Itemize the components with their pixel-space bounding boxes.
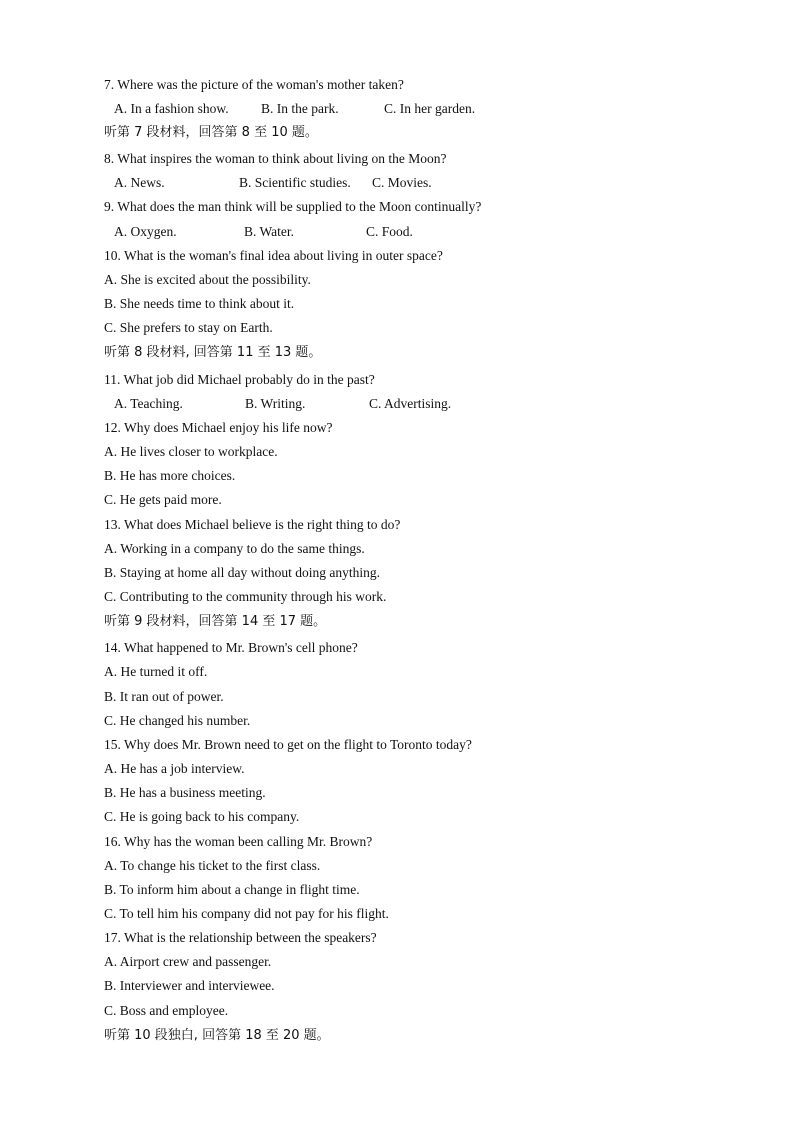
q13-option-c: C. Contributing to the community through his work.: [104, 589, 387, 604]
q15-option-b: B. He has a business meeting.: [104, 785, 266, 800]
q16-option-c: C. To tell him his company did not pay for his flight.: [104, 906, 389, 921]
q8-option-a: A. News.: [114, 175, 165, 190]
q16-option-b: B. To inform him about a change in flight time.: [104, 882, 360, 897]
section-9-heading: 听第 9 段材料，回答第 14 至 17 题。: [104, 614, 327, 629]
q15-option-c: C. He is going back to his company.: [104, 809, 300, 824]
question-7: 7. Where was the picture of the woman's mother taken?: [104, 77, 404, 92]
question-10: 10. What is the woman's final idea about living in outer space?: [104, 248, 443, 263]
q9-option-b: B. Water.: [244, 224, 295, 239]
q7-option-b: B. In the park.: [261, 101, 339, 116]
q10-option-c: C. She prefers to stay on Earth.: [104, 320, 273, 335]
q11-option-c: C. Advertising.: [369, 396, 452, 411]
section-8-heading: 听第 8 段材料, 回答第 11 至 13 题。: [104, 345, 322, 360]
q17-option-a: A. Airport crew and passenger.: [104, 954, 272, 969]
q10-option-b: B. She needs time to think about it.: [104, 296, 295, 311]
question-14: 14. What happened to Mr. Brown's cell phone?: [104, 640, 358, 655]
section-7-heading: 听第 7 段材料，回答第 8 至 10 题。: [104, 125, 318, 140]
q17-option-c: C. Boss and employee.: [104, 1003, 229, 1018]
q9-option-c: C. Food.: [366, 224, 413, 239]
q8-option-b: B. Scientific studies.: [239, 175, 351, 190]
q12-option-a: A. He lives closer to workplace.: [104, 444, 278, 459]
q8-option-c: C. Movies.: [372, 175, 432, 190]
q7-option-a: A. In a fashion show.: [114, 101, 229, 116]
question-12: 12. Why does Michael enjoy his life now?: [104, 420, 333, 435]
q11-option-a: A. Teaching.: [114, 396, 183, 411]
question-15: 15. Why does Mr. Brown need to get on the flight to Toronto today?: [104, 737, 472, 752]
question-13: 13. What does Michael believe is the right thing to do?: [104, 517, 401, 532]
q16-option-a: A. To change his ticket to the first class.: [104, 858, 321, 873]
question-16: 16. Why has the woman been calling Mr. Brown?: [104, 834, 373, 849]
question-8: 8. What inspires the woman to think about living on the Moon?: [104, 151, 447, 166]
question-17: 17. What is the relationship between the speakers?: [104, 930, 377, 945]
q12-option-b: B. He has more choices.: [104, 468, 236, 483]
q11-option-b: B. Writing.: [245, 396, 306, 411]
q13-option-b: B. Staying at home all day without doing anything.: [104, 565, 380, 580]
q12-option-c: C. He gets paid more.: [104, 492, 222, 507]
q7-option-c: C. In her garden.: [384, 101, 476, 116]
q17-option-b: B. Interviewer and interviewee.: [104, 978, 275, 993]
question-9: 9. What does the man think will be supplied to the Moon continually?: [104, 199, 482, 214]
q14-option-c: C. He changed his number.: [104, 713, 251, 728]
q9-option-a: A. Oxygen.: [114, 224, 177, 239]
q14-option-b: B. It ran out of power.: [104, 689, 224, 704]
q13-option-a: A. Working in a company to do the same things.: [104, 541, 365, 556]
q10-option-a: A. She is excited about the possibility.: [104, 272, 311, 287]
section-10-heading: 听第 10 段独白, 回答第 18 至 20 题。: [104, 1028, 330, 1043]
question-11: 11. What job did Michael probably do in the past?: [104, 372, 375, 387]
q14-option-a: A. He turned it off.: [104, 664, 208, 679]
q15-option-a: A. He has a job interview.: [104, 761, 245, 776]
